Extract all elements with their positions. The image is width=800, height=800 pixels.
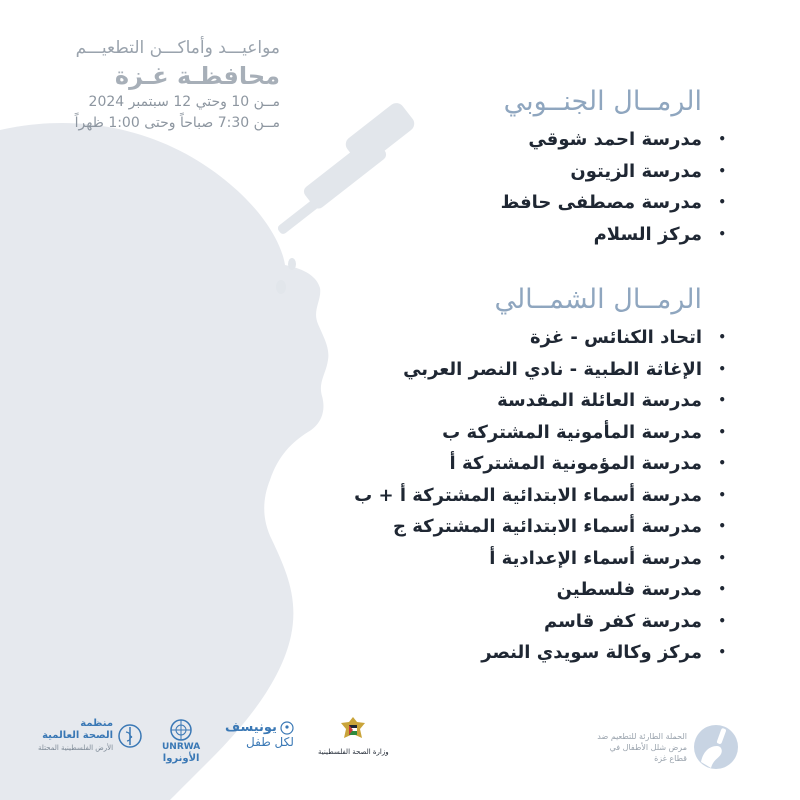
location-name: مدرسة أسماء الابتدائية المشتركة أ + ب [354, 484, 702, 506]
list-item [222, 637, 726, 669]
who-text [38, 718, 113, 754]
un-emblem-icon [168, 718, 194, 742]
campaign-text: الحملة الطارئة للتطعيم ضد مرض شلل الأطفال في قطاع غزة [597, 731, 687, 763]
unicef-emblem-icon [280, 721, 294, 735]
location-name: مدرسة العائلة المقدسة [497, 390, 702, 411]
section-north-rimal [222, 282, 726, 669]
unicef-row [225, 720, 294, 735]
who-subtitle: الأرض الفلسطينية المحتلة [38, 744, 114, 752]
bullet-icon: • [718, 424, 726, 439]
location-name: الإغاثة الطبية - نادي النصر العربي [403, 358, 702, 380]
partner-logos [0, 710, 800, 780]
list-item [222, 322, 726, 354]
list-item [222, 574, 726, 606]
location-name: مركز السلام [593, 223, 702, 245]
bullet-icon: • [718, 582, 726, 596]
location-name: مدرسة أسماء الابتدائية المشتركة ج [393, 516, 702, 537]
header-governorate: محافظـة غـزة [114, 62, 280, 90]
header-dates: مــن 10 وحتي 12 سبتمبر 2024 [88, 94, 280, 110]
bullet-icon: • [718, 226, 726, 241]
location-name: مدرسة الزيتون [570, 160, 702, 182]
header-title: مواعيـــد وأماكـــن التطعيـــم [75, 38, 280, 58]
ministry-name: وزارة الصحة الفلسطينية [318, 748, 389, 756]
location-name: مدرسة المأمونية المشتركة ب [442, 421, 702, 443]
bullet-icon: • [718, 550, 726, 565]
unrwa-ar-text: الأونروا [162, 753, 200, 764]
list-item [222, 385, 726, 417]
unicef-name: يونيسف [225, 720, 277, 735]
ministry-logo [318, 714, 389, 757]
location-name: مدرسة مصطفى حافظ [500, 192, 702, 213]
bullet-icon: • [718, 195, 726, 209]
list-item [222, 417, 726, 449]
list-item [222, 543, 726, 575]
bullet-icon: • [718, 519, 726, 533]
list-item [222, 448, 726, 480]
bullet-icon: • [718, 330, 726, 344]
list-item [222, 187, 726, 219]
list-item [222, 606, 726, 638]
location-list [222, 322, 726, 669]
bullet-icon: • [718, 613, 726, 628]
location-name: مركز وكالة سويدي النصر [481, 642, 702, 663]
campaign-logo [592, 722, 741, 772]
section-south-rimal [222, 84, 726, 250]
unrwa-en-text: UNRWA [162, 742, 201, 752]
location-list [222, 124, 726, 250]
location-name: مدرسة فلسطين [556, 579, 702, 600]
list-item [222, 354, 726, 386]
eagle-emblem-icon [338, 714, 368, 748]
who-name-line1: منظمة [80, 718, 114, 729]
bullet-icon: • [718, 393, 726, 407]
who-logo [38, 718, 143, 754]
list-item [222, 511, 726, 543]
list-item [222, 156, 726, 188]
bullet-icon: • [718, 163, 726, 178]
campaign-emblem-icon [691, 722, 741, 772]
section-title: الرمــال الشمــالي [494, 284, 702, 315]
list-item [222, 480, 726, 512]
location-name: مدرسة كفر قاسم [543, 610, 702, 632]
unrwa-logo [162, 718, 200, 765]
location-name: اتحاد الكنائس - غزة [530, 327, 702, 348]
bullet-icon: • [718, 132, 726, 146]
location-name: مدرسة أسماء الإعدادية أ [489, 547, 702, 569]
location-name: مدرسة المؤمونية المشتركة أ [449, 453, 702, 474]
location-name: مدرسة احمد شوقي [528, 129, 702, 150]
bullet-icon: • [718, 361, 726, 376]
bullet-icon: • [718, 645, 726, 659]
bullet-icon: • [718, 487, 726, 502]
unicef-logo [225, 720, 294, 749]
section-title: الرمــال الجنــوبي [503, 86, 702, 117]
unicef-tagline: لكل طفل [246, 735, 294, 749]
list-item [222, 124, 726, 156]
header-hours: مــن 7:30 صباحاً وحتى 1:00 ظهراً [74, 115, 280, 131]
who-emblem-icon [117, 723, 143, 749]
bullet-icon: • [718, 456, 726, 470]
who-name-line2: الصحة العالمية [42, 730, 114, 741]
list-item [222, 219, 726, 251]
